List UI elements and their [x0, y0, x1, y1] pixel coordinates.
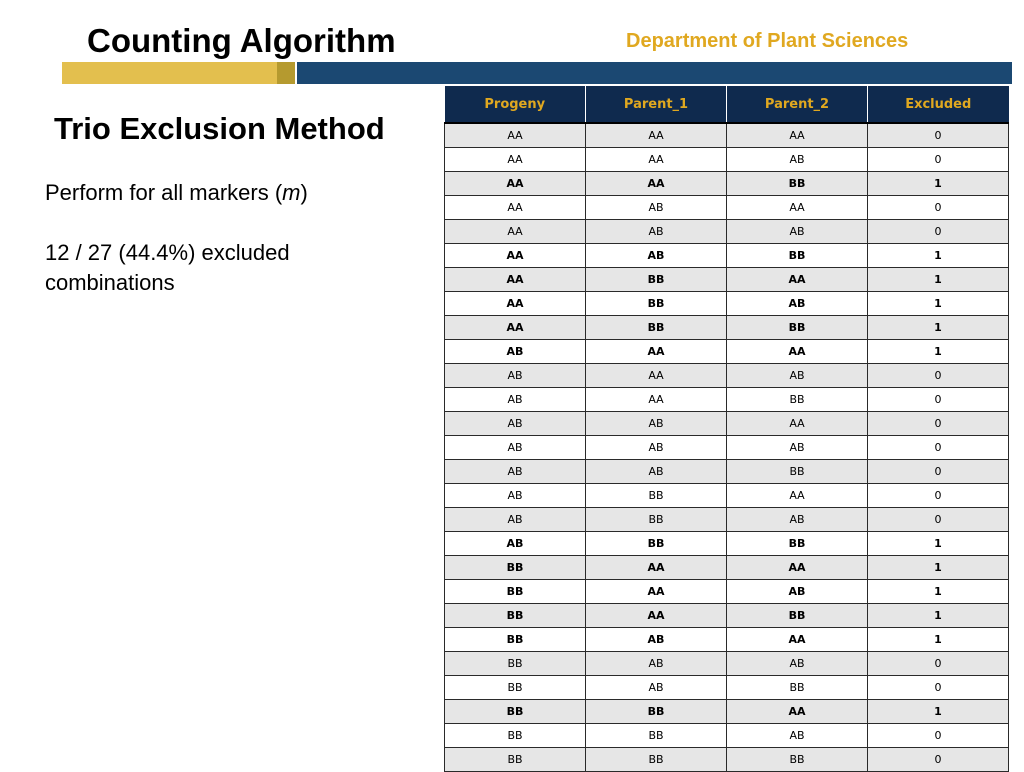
cell-excluded: 1 — [868, 244, 1009, 268]
cell-excluded: 0 — [868, 412, 1009, 436]
table-row — [445, 364, 1009, 388]
cell-excluded: 1 — [868, 172, 1009, 196]
cell-progeny: BB — [445, 580, 586, 604]
cell-excluded: 1 — [868, 700, 1009, 724]
header-bar-gold-segment — [62, 62, 277, 84]
cell-progeny: BB — [445, 676, 586, 700]
cell-parent-2: BB — [727, 388, 868, 412]
cell-progeny: AB — [445, 484, 586, 508]
cell-parent-2: BB — [727, 244, 868, 268]
cell-excluded: 0 — [868, 388, 1009, 412]
cell-progeny: BB — [445, 724, 586, 748]
markers-instruction — [45, 178, 425, 208]
cell-parent-2: AA — [727, 484, 868, 508]
cell-progeny: AA — [445, 268, 586, 292]
header-parent-1: Parent_1 — [586, 86, 727, 123]
header-color-bar — [62, 62, 1012, 84]
table-row — [445, 244, 1009, 268]
cell-excluded: 0 — [868, 508, 1009, 532]
header-progeny: Progeny — [445, 86, 586, 123]
cell-progeny: AB — [445, 364, 586, 388]
table-row — [445, 436, 1009, 460]
markers-variable: m — [282, 180, 301, 205]
cell-progeny: AA — [445, 244, 586, 268]
table-body — [445, 123, 1009, 772]
cell-parent-2: AB — [727, 436, 868, 460]
cell-parent-1: AA — [586, 604, 727, 628]
cell-excluded: 0 — [868, 676, 1009, 700]
cell-parent-2: BB — [727, 532, 868, 556]
cell-excluded: 0 — [868, 484, 1009, 508]
header-bar-dark-gold-segment — [277, 62, 297, 84]
cell-excluded: 0 — [868, 436, 1009, 460]
cell-parent-2: AB — [727, 580, 868, 604]
cell-excluded: 0 — [868, 748, 1009, 772]
table-row — [445, 123, 1009, 148]
cell-parent-2: AA — [727, 556, 868, 580]
cell-progeny: AB — [445, 340, 586, 364]
cell-parent-2: AB — [727, 652, 868, 676]
cell-progeny: AA — [445, 316, 586, 340]
table-row — [445, 292, 1009, 316]
cell-progeny: AA — [445, 148, 586, 172]
table-row — [445, 700, 1009, 724]
cell-parent-1: AB — [586, 412, 727, 436]
table-row — [445, 508, 1009, 532]
table-row — [445, 220, 1009, 244]
table-row — [445, 652, 1009, 676]
cell-parent-2: BB — [727, 748, 868, 772]
cell-progeny: AA — [445, 196, 586, 220]
table-header-row — [445, 86, 1009, 123]
cell-parent-1: AA — [586, 340, 727, 364]
table-row — [445, 628, 1009, 652]
cell-parent-1: BB — [586, 700, 727, 724]
cell-parent-2: AA — [727, 412, 868, 436]
cell-parent-1: AA — [586, 556, 727, 580]
table-row — [445, 196, 1009, 220]
cell-parent-1: BB — [586, 268, 727, 292]
trio-exclusion-table — [444, 86, 1009, 772]
cell-progeny: AA — [445, 123, 586, 148]
table-row — [445, 148, 1009, 172]
excluded-summary: 12 / 27 (44.4%) excluded combinations — [45, 240, 290, 295]
cell-progeny: AB — [445, 460, 586, 484]
cell-parent-2: AB — [727, 508, 868, 532]
cell-excluded: 1 — [868, 340, 1009, 364]
table-row — [445, 580, 1009, 604]
cell-progeny: AB — [445, 388, 586, 412]
cell-parent-1: AA — [586, 148, 727, 172]
cell-excluded: 1 — [868, 316, 1009, 340]
cell-progeny: AA — [445, 220, 586, 244]
cell-parent-1: AB — [586, 196, 727, 220]
table-row — [445, 556, 1009, 580]
cell-parent-1: AB — [586, 628, 727, 652]
cell-parent-1: BB — [586, 532, 727, 556]
cell-progeny: BB — [445, 556, 586, 580]
cell-excluded: 1 — [868, 628, 1009, 652]
cell-parent-1: BB — [586, 484, 727, 508]
table-row — [445, 172, 1009, 196]
cell-parent-1: AA — [586, 123, 727, 148]
cell-parent-1: AB — [586, 460, 727, 484]
cell-parent-2: BB — [727, 172, 868, 196]
section-subtitle: Trio Exclusion Method — [54, 111, 385, 146]
table-row — [445, 412, 1009, 436]
cell-progeny: AB — [445, 508, 586, 532]
header-bar-navy-segment — [297, 62, 1012, 84]
table-row — [445, 484, 1009, 508]
cell-parent-2: AB — [727, 364, 868, 388]
cell-excluded: 1 — [868, 532, 1009, 556]
table-row — [445, 676, 1009, 700]
cell-excluded: 1 — [868, 580, 1009, 604]
cell-progeny: BB — [445, 604, 586, 628]
cell-parent-1: BB — [586, 748, 727, 772]
cell-parent-2: AA — [727, 340, 868, 364]
cell-excluded: 0 — [868, 220, 1009, 244]
cell-parent-1: AB — [586, 244, 727, 268]
cell-excluded: 0 — [868, 364, 1009, 388]
cell-parent-2: AA — [727, 196, 868, 220]
cell-excluded: 1 — [868, 292, 1009, 316]
cell-excluded: 0 — [868, 724, 1009, 748]
cell-excluded: 0 — [868, 148, 1009, 172]
info-text — [45, 178, 425, 298]
cell-parent-2: BB — [727, 316, 868, 340]
cell-excluded: 0 — [868, 460, 1009, 484]
cell-parent-1: AA — [586, 388, 727, 412]
cell-excluded: 0 — [868, 196, 1009, 220]
table-row — [445, 268, 1009, 292]
cell-progeny: BB — [445, 700, 586, 724]
table-row — [445, 388, 1009, 412]
cell-parent-1: BB — [586, 316, 727, 340]
cell-excluded: 0 — [868, 123, 1009, 148]
table-row — [445, 532, 1009, 556]
cell-excluded: 1 — [868, 268, 1009, 292]
cell-progeny: BB — [445, 628, 586, 652]
header-parent-2: Parent_2 — [727, 86, 868, 123]
table-row — [445, 340, 1009, 364]
department-name: Department of Plant Sciences — [626, 30, 909, 52]
cell-parent-1: BB — [586, 292, 727, 316]
cell-parent-2: BB — [727, 604, 868, 628]
cell-parent-2: AA — [727, 700, 868, 724]
cell-progeny: AB — [445, 412, 586, 436]
cell-parent-2: AB — [727, 724, 868, 748]
cell-parent-1: AB — [586, 220, 727, 244]
cell-parent-1: AB — [586, 652, 727, 676]
cell-parent-1: AA — [586, 172, 727, 196]
cell-parent-1: BB — [586, 508, 727, 532]
cell-parent-2: AB — [727, 292, 868, 316]
cell-progeny: AB — [445, 436, 586, 460]
cell-progeny: AA — [445, 172, 586, 196]
table-row — [445, 724, 1009, 748]
cell-progeny: BB — [445, 652, 586, 676]
slide-title: Counting Algorithm — [87, 22, 396, 59]
header-excluded: Excluded — [868, 86, 1009, 123]
cell-parent-1: BB — [586, 724, 727, 748]
cell-excluded: 0 — [868, 652, 1009, 676]
cell-progeny: AA — [445, 292, 586, 316]
cell-parent-2: AA — [727, 268, 868, 292]
markers-instruction-suffix: ) — [300, 180, 308, 205]
cell-excluded: 1 — [868, 604, 1009, 628]
cell-parent-2: AB — [727, 148, 868, 172]
cell-parent-2: AA — [727, 628, 868, 652]
cell-excluded: 1 — [868, 556, 1009, 580]
cell-progeny: BB — [445, 748, 586, 772]
table-row — [445, 460, 1009, 484]
table-row — [445, 604, 1009, 628]
cell-parent-2: BB — [727, 676, 868, 700]
cell-parent-2: AB — [727, 220, 868, 244]
table-row — [445, 316, 1009, 340]
cell-parent-1: AB — [586, 676, 727, 700]
cell-progeny: AB — [445, 532, 586, 556]
cell-parent-1: AA — [586, 364, 727, 388]
cell-parent-1: AB — [586, 436, 727, 460]
cell-parent-1: AA — [586, 580, 727, 604]
markers-instruction-prefix: Perform for all markers ( — [45, 180, 283, 205]
cell-parent-2: AA — [727, 123, 868, 148]
cell-parent-2: BB — [727, 460, 868, 484]
